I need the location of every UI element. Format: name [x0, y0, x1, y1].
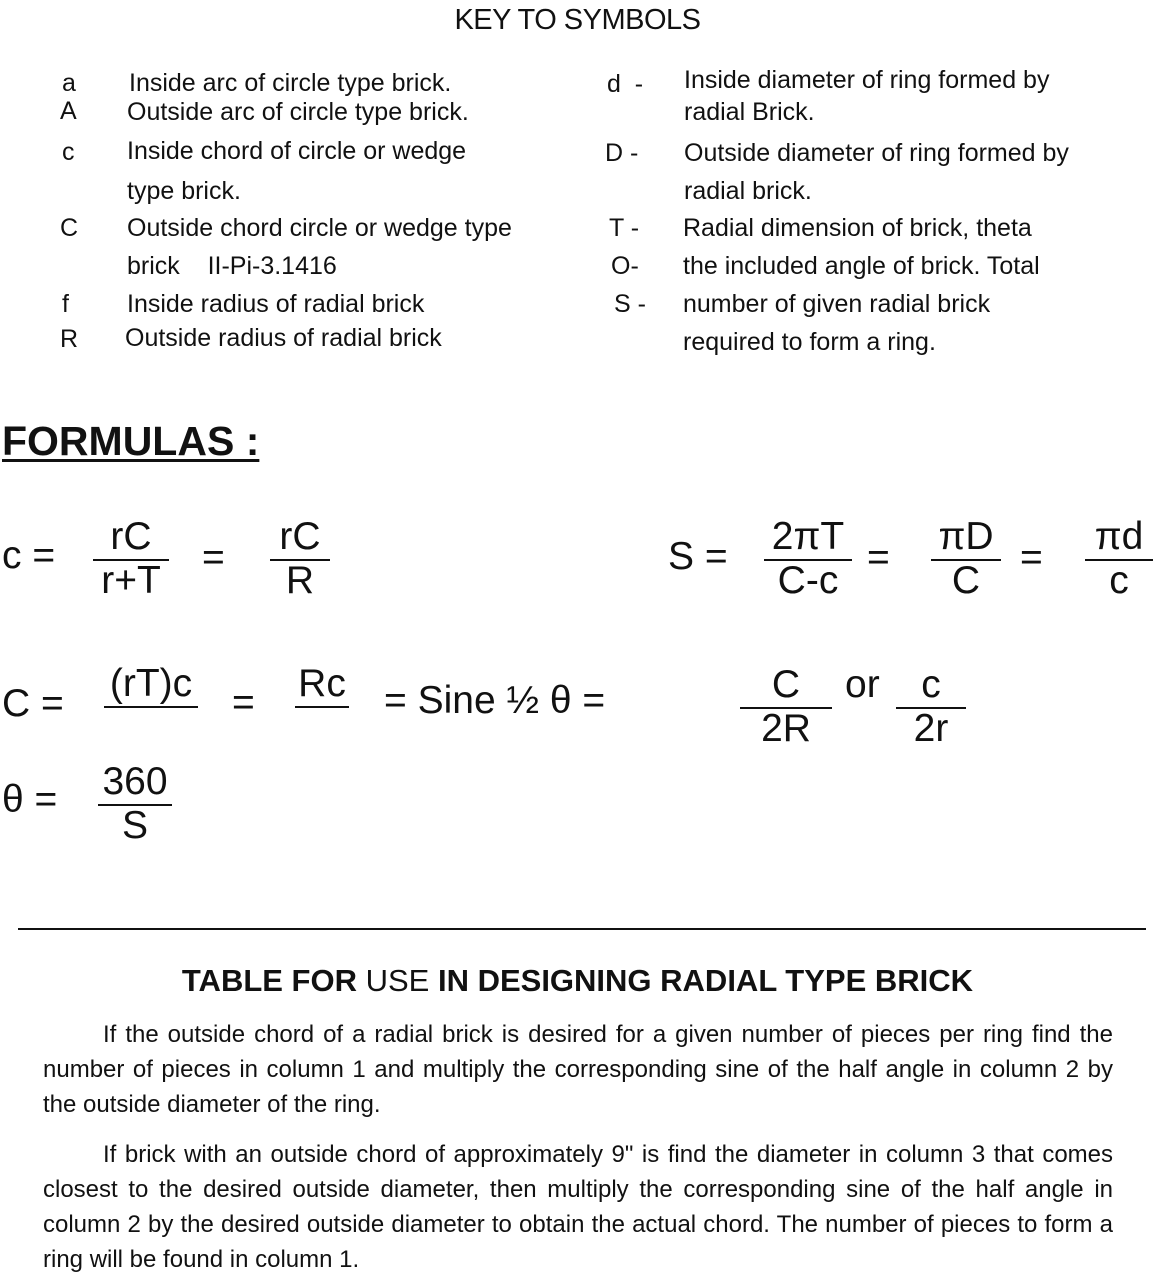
formula-s-fraction-3: [1085, 517, 1153, 601]
key-definition: Radial dimension of brick, theta: [683, 214, 1032, 242]
denominator: c: [1109, 559, 1129, 602]
denominator: C-c: [777, 559, 839, 602]
key-definition: Outside radius of radial brick: [125, 324, 442, 352]
numerator: rC: [279, 515, 321, 558]
fraction-bar: [295, 706, 349, 708]
key-symbol: A: [60, 97, 77, 125]
key-definition: Outside diameter of ring formed by: [684, 139, 1069, 167]
key-symbol: S -: [614, 290, 646, 318]
denominator: C: [951, 559, 981, 602]
key-definition: Inside radius of radial brick: [127, 290, 425, 318]
key-definition: Inside arc of circle type brick.: [129, 69, 452, 97]
section-divider: [18, 928, 1146, 930]
equals-sign: =: [232, 681, 255, 724]
title-bold-part: TABLE FOR: [181, 963, 357, 998]
title-plain-part: USE: [357, 963, 438, 998]
numerator: c: [921, 663, 941, 706]
key-definition: Outside chord circle or wedge type: [127, 214, 512, 242]
formula-cap-c-term-2: [295, 664, 349, 708]
numerator: rC: [110, 515, 152, 558]
formulas-heading: FORMULAS :: [2, 418, 260, 464]
key-symbol: D -: [605, 139, 639, 167]
key-definition: Outside arc of circle type brick.: [127, 98, 469, 126]
or-word: or: [845, 663, 880, 706]
title-bold-part: IN DESIGNING RADIAL TYPE BRICK: [437, 963, 974, 998]
formula-c-fraction-2: [270, 517, 330, 601]
numerator: C: [771, 663, 801, 706]
formula-s-fraction-1: [764, 517, 852, 601]
fraction-bar: [104, 706, 198, 708]
key-symbol: R: [60, 325, 79, 353]
formula-cap-c-fraction-3: [740, 665, 832, 749]
key-symbol: O-: [611, 252, 639, 280]
key-definition-cont: type brick.: [127, 177, 241, 205]
numerator: 2πT: [771, 515, 845, 558]
key-title: KEY TO SYMBOLS: [454, 4, 701, 36]
denominator: 2r: [913, 707, 949, 750]
instruction-paragraph-2: If brick with an outside chord of approximately 9" is find the diameter in column 3 that comes closest to the desired outside diameter, then multiply the corresponding sine of the half angle in column 2 by the desired outside diameter to obtain the actual chord. The number of pieces to form a ring will be found in column 1.: [43, 1141, 1113, 1273]
formula-cap-c-term-1: [104, 664, 198, 708]
denominator: S: [121, 804, 148, 847]
key-symbol: c: [62, 138, 75, 166]
denominator: r+T: [101, 559, 161, 602]
key-definition-cont: required to form a ring.: [683, 328, 936, 356]
formula-sine-half-theta: = Sine ½ θ =: [384, 679, 606, 722]
key-symbol: f: [62, 290, 69, 318]
key-definition-cont: radial Brick.: [684, 98, 815, 126]
numerator: Rc: [298, 662, 346, 705]
denominator: R: [285, 559, 315, 602]
key-definition: number of given radial brick: [683, 290, 991, 318]
key-symbol: a: [62, 69, 76, 97]
key-definition: Inside chord of circle or wedge: [127, 137, 467, 165]
table-section-title: [0, 963, 1155, 999]
formula-theta-lhs: θ =: [2, 778, 58, 821]
denominator: 2R: [761, 707, 811, 750]
formula-c-fraction-1: [93, 517, 169, 601]
key-symbol: d -: [607, 70, 644, 98]
equals-sign: =: [202, 536, 225, 579]
formula-c-lhs: c =: [2, 534, 56, 577]
formula-theta-fraction: [98, 762, 172, 846]
equals-sign: =: [1020, 536, 1043, 579]
formula-s-fraction-2: [931, 517, 1001, 601]
key-definition-cont: brick II-Pi-3.1416: [127, 252, 337, 280]
numerator: (rT)c: [109, 662, 193, 705]
formula-s-lhs: S =: [668, 535, 728, 578]
formula-cap-c-lhs: C =: [2, 682, 64, 725]
formula-cap-c-fraction-4: [896, 665, 966, 749]
numerator: πD: [938, 515, 994, 558]
key-definition: Inside diameter of ring formed by: [684, 66, 1050, 94]
equals-sign: =: [867, 536, 890, 579]
numerator: 360: [102, 760, 168, 803]
key-symbol: T -: [609, 214, 640, 242]
key-definition-cont: radial brick.: [684, 177, 812, 205]
key-symbol: C: [60, 214, 79, 242]
instruction-paragraph-1: If the outside chord of a radial brick is desired for a given number of pieces per ring find the number of pieces in column 1 and multiply the corresponding sine of the half angle in column 2 by the outside diameter of the ring.: [43, 1021, 1113, 1118]
key-definition: the included angle of brick. Total: [683, 252, 1040, 280]
numerator: πd: [1094, 515, 1144, 558]
